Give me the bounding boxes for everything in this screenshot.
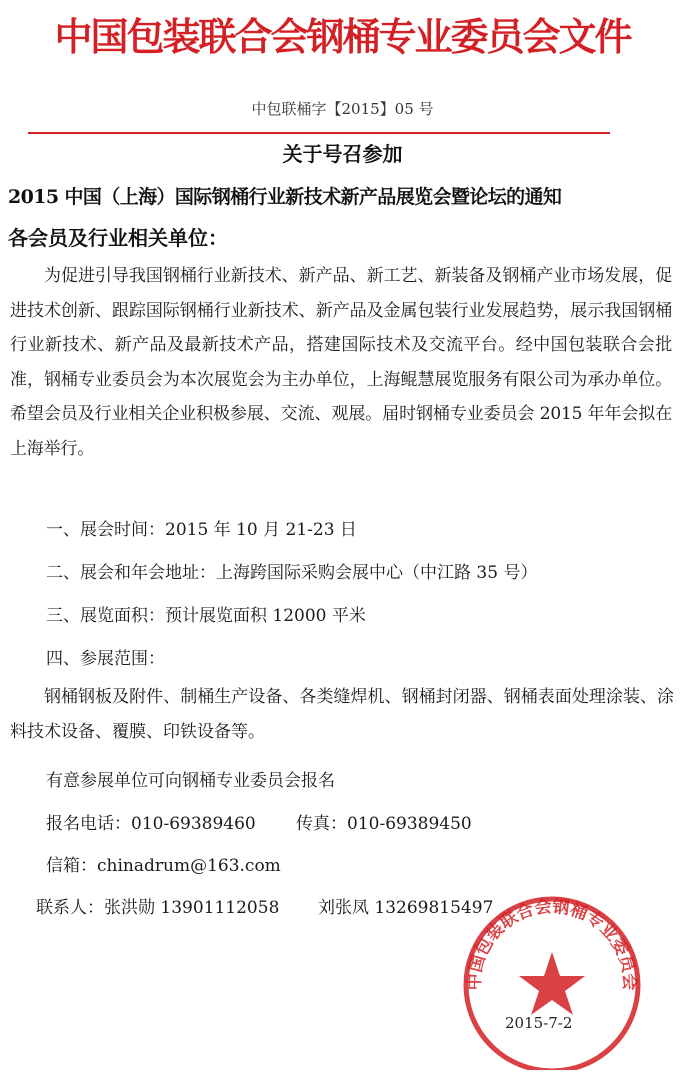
salutation: 各会员及行业相关单位： — [8, 226, 228, 250]
contact-person-2: 刘张凤 13269815497 — [318, 898, 494, 918]
issue-date: 2015-7-2 — [505, 1014, 573, 1032]
seal-star-icon — [519, 952, 585, 1015]
notice-title-line1: 关于号召参加 — [282, 142, 403, 166]
org-masthead-title: 中国包装联合会钢桶专业委员会文件 — [54, 15, 631, 59]
item-exhibition-time: 一、展会时间：2015 年 10 月 21-23 日 — [46, 520, 357, 540]
document-number: 中包联桶字【2015】05 号 — [251, 100, 434, 118]
item-scope-heading: 四、参展范围： — [46, 649, 165, 669]
official-seal-stamp — [442, 880, 662, 1070]
seal-text: 中国包装联合会钢桶专业委员会 — [464, 896, 640, 991]
contact-phone: 报名电话：010-69389460 — [46, 814, 256, 834]
item-venue: 二、展会和年会地址：上海跨国际采购会展中心（中江路 35 号） — [46, 563, 538, 583]
header-red-rule — [28, 132, 610, 134]
contact-person-1: 联系人：张洪勋 13901112058 — [36, 898, 280, 918]
notice-title-line2: 2015 中国（上海）国际钢桶行业新技术新产品展览会暨论坛的通知 — [8, 186, 562, 208]
contact-intro: 有意参展单位可向钢桶专业委员会报名 — [46, 771, 335, 791]
scope-paragraph: 钢桶钢板及附件、制桶生产设备、各类缝焊机、钢桶封闭器、钢桶表面处理涂装、涂料技术设备、覆膜、印铁设备等。 — [10, 687, 674, 742]
item-area: 三、展览面积：预计展览面积 12000 平米 — [46, 606, 366, 626]
contact-fax: 传真：010-69389450 — [296, 814, 472, 834]
contact-email: 信箱：chinadrum@163.com — [46, 856, 281, 876]
body-paragraph: 为促进引导我国钢桶行业新技术、新产品、新工艺、新装备及钢桶产业市场发展，促进技术创新、跟踪国际钢桶行业新技术、新产品及金属包装行业发展趋势，展示我国钢桶行业新技术、新产品及最新技术产品，搭建国际技术及交流平台。经中国包装联合会批准，钢桶专业委员会为本次展览会为主办单位，上海鲲慧展览服务有限公司为承办单位。希望会员及行业相关企业积极参展、交流、观展。届时钢桶专业委员会 2015 年年会拟在上海举行。 — [10, 266, 672, 459]
